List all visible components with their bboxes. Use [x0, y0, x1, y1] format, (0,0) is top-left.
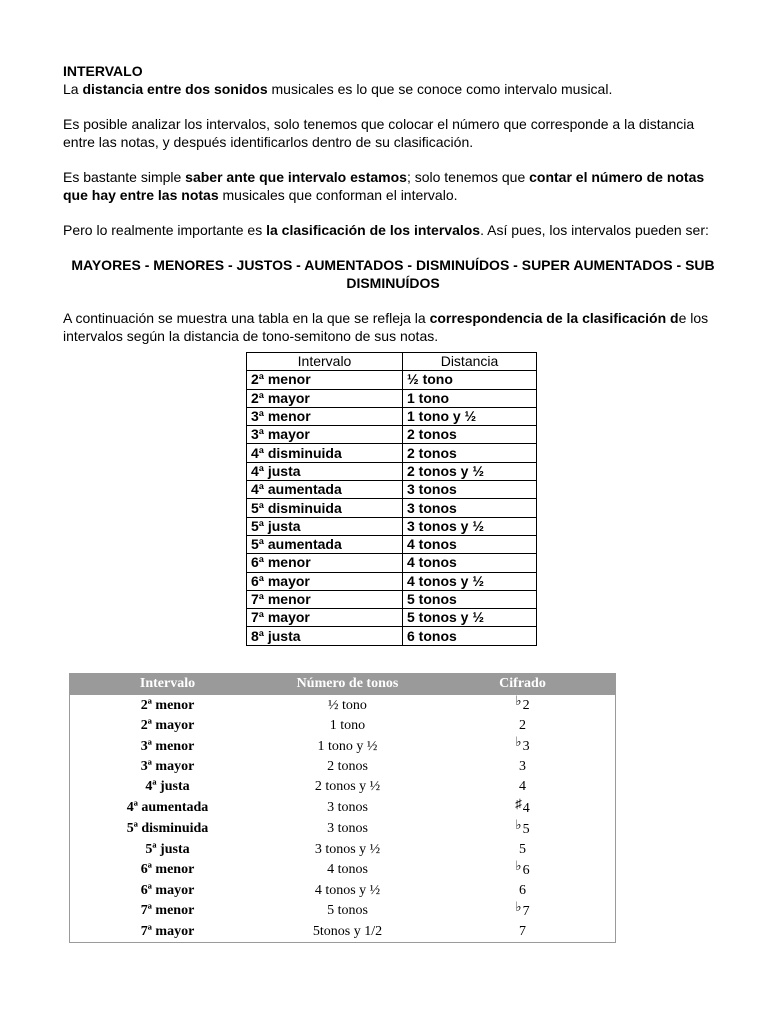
cifrado-number: 5 — [522, 821, 530, 837]
table-row — [70, 777, 615, 797]
cifrado-number: 2 — [519, 718, 526, 734]
distance-cell: 1 tono — [403, 389, 537, 407]
interval-cell: 6ª menor — [140, 862, 195, 878]
distance-cell: 5 tonos — [403, 590, 537, 608]
paragraph-2: Es posible analizar los intervalos, solo tenemos que colocar el número que corresponde a la distancia entre las notas, y después identificarlos dentro de su clasificación. — [63, 116, 695, 150]
cifrado-number: 6 — [519, 882, 526, 898]
cifrado-cell — [430, 922, 615, 942]
distance-cell: ½ tono — [403, 371, 537, 389]
cifrado-cell — [430, 857, 615, 881]
column-header: Número de tonos — [265, 673, 430, 695]
interval-distance-table — [246, 352, 537, 646]
table-row — [247, 535, 537, 553]
table-row — [70, 860, 615, 881]
paragraph-1 — [63, 80, 723, 98]
table-row — [247, 499, 537, 517]
tones-cell: 4 tonos y ½ — [314, 882, 381, 898]
cifrado-cell — [430, 816, 615, 840]
table-row — [70, 819, 615, 840]
column-header: Distancia — [403, 353, 537, 371]
interval-cifrado-table — [70, 673, 615, 942]
cifrado-cell — [430, 736, 615, 757]
table-row — [70, 798, 615, 819]
cifrado-number: 7 — [519, 924, 526, 940]
flat-icon: ♭ — [515, 693, 522, 708]
cifrado-cell — [430, 695, 615, 716]
bold-text: saber ante que intervalo estamos — [185, 169, 407, 185]
interval-cell: 5ª aumentada — [247, 535, 403, 553]
interval-cell: 4ª justa — [247, 462, 403, 480]
bold-text: distancia entre dos sonidos — [82, 81, 268, 97]
text: . Así pues, los intervalos pueden ser: — [480, 222, 709, 238]
interval-cell: 7ª menor — [140, 903, 195, 919]
bold-text: contar el número de notas que hay entre las notas — [63, 169, 705, 203]
table-row — [247, 389, 537, 407]
table-row — [247, 627, 537, 645]
interval-cell: 4ª aumentada — [126, 800, 209, 816]
paragraph-4 — [63, 221, 723, 239]
tones-cell: 4 tonos — [327, 862, 368, 878]
cifrado-cell — [430, 840, 615, 860]
interval-cell: 2ª mayor — [140, 718, 195, 734]
text: Es bastante simple — [63, 169, 186, 185]
distance-cell: 5 tonos y ½ — [403, 609, 537, 627]
cifrado-cell — [430, 757, 615, 777]
cifrado-number: 5 — [519, 841, 526, 857]
table-row — [70, 695, 615, 716]
table-row — [247, 481, 537, 499]
interval-types: MAYORES - MENORES - JUSTOS - AUMENTADOS - DISMINUÍDOS - SUPER AUMENTADOS - SUB DISMINUÍDOS — [71, 257, 715, 291]
document-body — [63, 62, 723, 345]
distance-cell: 2 tonos — [403, 426, 537, 444]
cifrado-cell — [430, 716, 615, 736]
distance-cell: 3 tonos — [403, 481, 537, 499]
interval-cell: 4ª aumentada — [247, 481, 403, 499]
distance-cell: 1 tono y ½ — [403, 407, 537, 425]
interval-cell: 3ª menor — [247, 407, 403, 425]
interval-cell: 4ª disminuida — [247, 444, 403, 462]
cifrado-number: 3 — [519, 759, 526, 775]
text: musicales que conforman el intervalo. — [218, 187, 458, 203]
cifrado-number: 4 — [522, 800, 530, 816]
table-row — [247, 572, 537, 590]
interval-cell: 5ª justa — [247, 517, 403, 535]
interval-cell: 6ª mayor — [247, 572, 403, 590]
table-row — [247, 407, 537, 425]
text: La — [63, 81, 83, 97]
text: ; solo tenemos que — [406, 169, 530, 185]
table-row — [247, 444, 537, 462]
cifrado-number: 7 — [522, 903, 530, 919]
table-row — [70, 840, 615, 860]
paragraph-3 — [63, 168, 723, 204]
interval-cell: 3ª mayor — [140, 759, 195, 775]
distance-cell: 2 tonos y ½ — [403, 462, 537, 480]
sharp-icon: ♯ — [515, 795, 522, 811]
table-row — [247, 609, 537, 627]
flat-icon: ♭ — [515, 734, 522, 750]
column-header: Intervalo — [70, 673, 265, 695]
paragraph-5 — [63, 309, 723, 345]
interval-cell: 4ª justa — [145, 779, 190, 795]
table-row — [70, 901, 615, 922]
interval-cifrado-table-frame — [69, 673, 616, 943]
tones-cell: 5tonos y 1/2 — [312, 924, 383, 940]
column-header: Cifrado — [430, 673, 615, 695]
table-row — [70, 736, 615, 757]
tones-cell: ½ tono — [328, 697, 367, 713]
text: e los intervalos según la distancia de tono-semitono de sus notas. — [63, 310, 709, 344]
table-row — [247, 426, 537, 444]
tones-cell: 3 tonos — [327, 821, 368, 837]
table-row — [70, 881, 615, 901]
tones-cell: 2 tonos — [327, 759, 368, 775]
table-row — [247, 554, 537, 572]
interval-cell: 2ª menor — [247, 371, 403, 389]
text: musicales es lo que se conoce como intervalo musical. — [267, 81, 613, 97]
cifrado-number: 2 — [522, 698, 530, 713]
interval-cell: 3ª mayor — [247, 426, 403, 444]
bold-text: correspondencia de la clasificación d — [429, 310, 679, 326]
interval-cell: 5ª disminuida — [247, 499, 403, 517]
table-row — [70, 716, 615, 736]
cifrado-cell — [430, 881, 615, 901]
table-row — [247, 462, 537, 480]
table-row — [247, 371, 537, 389]
interval-cell: 5ª disminuida — [126, 821, 209, 837]
text: A continuación se muestra una tabla en la que se refleja la — [63, 310, 430, 326]
column-header: Intervalo — [247, 353, 403, 371]
cifrado-number: 6 — [522, 862, 530, 878]
tones-cell: 5 tonos — [327, 903, 368, 919]
table-row — [247, 517, 537, 535]
flat-icon: ♭ — [515, 898, 522, 914]
bold-text: la clasificación de los intervalos — [266, 222, 481, 238]
cifrado-number: 4 — [519, 779, 526, 795]
interval-cell: 6ª mayor — [140, 882, 195, 898]
text: Pero lo realmente importante es — [63, 222, 267, 238]
distance-cell: 3 tonos y ½ — [403, 517, 537, 535]
table-row — [247, 590, 537, 608]
distance-cell: 2 tonos — [403, 444, 537, 462]
interval-cell: 8ª justa — [247, 627, 403, 645]
tones-cell: 1 tono y ½ — [317, 738, 378, 754]
cifrado-cell — [430, 777, 615, 797]
flat-icon: ♭ — [515, 816, 522, 832]
flat-icon: ♭ — [515, 857, 522, 873]
interval-cell: 2ª menor — [140, 697, 195, 713]
table-row — [70, 757, 615, 777]
tones-cell: 1 tono — [329, 718, 366, 734]
interval-cell: 5ª justa — [145, 841, 190, 857]
tones-cell: 3 tonos y ½ — [314, 841, 381, 857]
cifrado-number: 3 — [522, 739, 530, 755]
interval-cell: 7ª menor — [247, 590, 403, 608]
cifrado-cell — [430, 898, 615, 922]
tones-cell: 2 tonos y ½ — [314, 779, 381, 795]
distance-cell: 4 tonos — [403, 554, 537, 572]
interval-cell: 7ª mayor — [247, 609, 403, 627]
interval-cell: 3ª menor — [140, 738, 195, 754]
distance-cell: 6 tonos — [403, 627, 537, 645]
table-row — [70, 922, 615, 942]
distance-cell: 3 tonos — [403, 499, 537, 517]
interval-cell: 6ª menor — [247, 554, 403, 572]
interval-cell: 7ª mayor — [140, 924, 195, 940]
interval-cell: 2ª mayor — [247, 389, 403, 407]
tones-cell: 3 tonos — [327, 800, 368, 816]
distance-cell: 4 tonos y ½ — [403, 572, 537, 590]
heading: INTERVALO — [63, 63, 143, 79]
cifrado-cell — [430, 795, 615, 819]
distance-cell: 4 tonos — [403, 535, 537, 553]
